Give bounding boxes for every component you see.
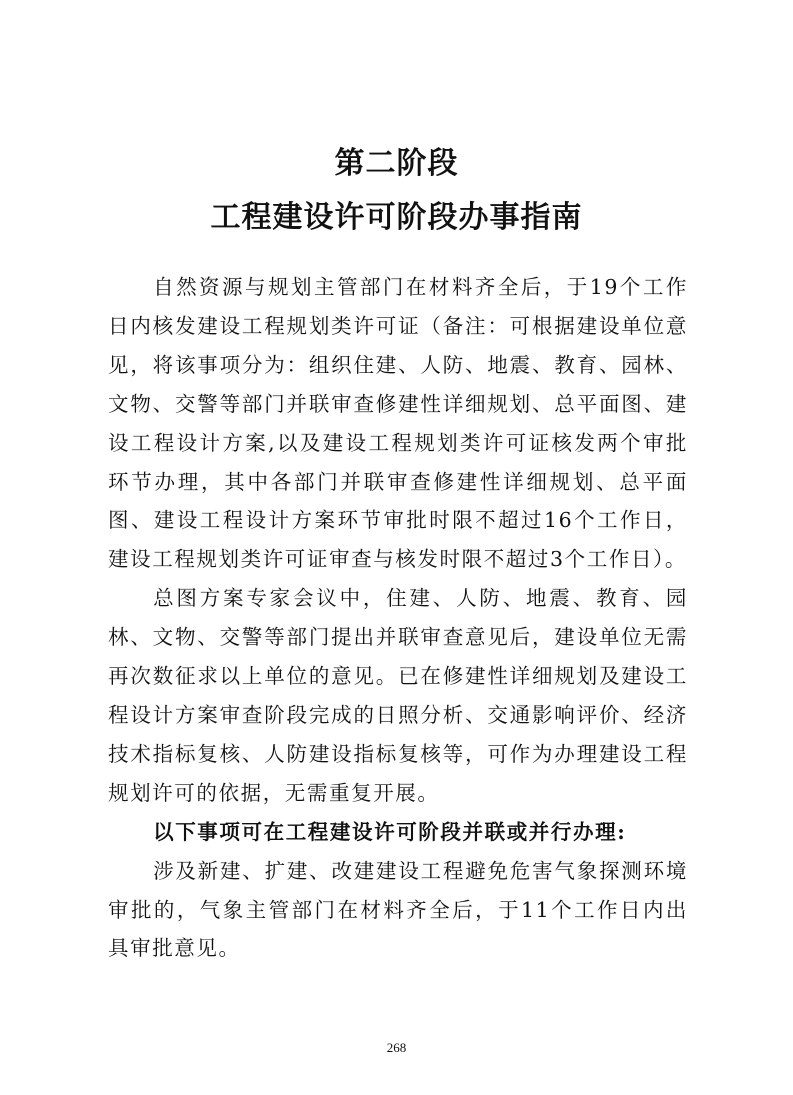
paragraph-meteorological: 涉及新建、扩建、改建建设工程避免危害气象探测环境审批的，气象主管部门在材料齐全后，于11个工作日内出具审批意见。 — [108, 858, 688, 961]
paragraph-parallel-heading: 以下事项可在工程建设许可阶段并联或并行办理: — [153, 819, 627, 844]
stage-title: 第二阶段 — [334, 146, 459, 181]
paragraph-expert-meeting: 总图方案专家会议中，住建、人防、地震、教育、园林、文物、交警等部门提出并联审查意见后，建设单位无需再次数征求以上单位的意见。已在修建性详细规划及建设工程设计方案审查阶段完成的日照分析、交通影响评价、经济技术指标复核、人防建设指标复核等，可作为办理建设工程规划许可的依据，无需重复开展。 — [108, 586, 688, 805]
body-text — [108, 268, 688, 968]
paragraph-planning-permit: 自然资源与规划主管部门在材料齐全后，于19个工作日内核发建设工程规划类许可证（备注：可根据建设单位意见，将该事项分为：组织住建、人防、地震、教育、园林、文物、交警等部门并联审查修建性详细规划、总平面图、建设工程设计方案,以及建设工程规划类许可证核发两个审批环节办理，其中各部门并联审查修建性详细规划、总平面图、建设工程设计方案环节审批时限不超过16个工作日，建设工程规划类许可证审查与核发时限不超过3个工作日）。 — [108, 275, 688, 572]
page-number: 268 — [386, 1040, 407, 1055]
guide-title: 工程建设许可阶段办事指南 — [210, 200, 583, 235]
